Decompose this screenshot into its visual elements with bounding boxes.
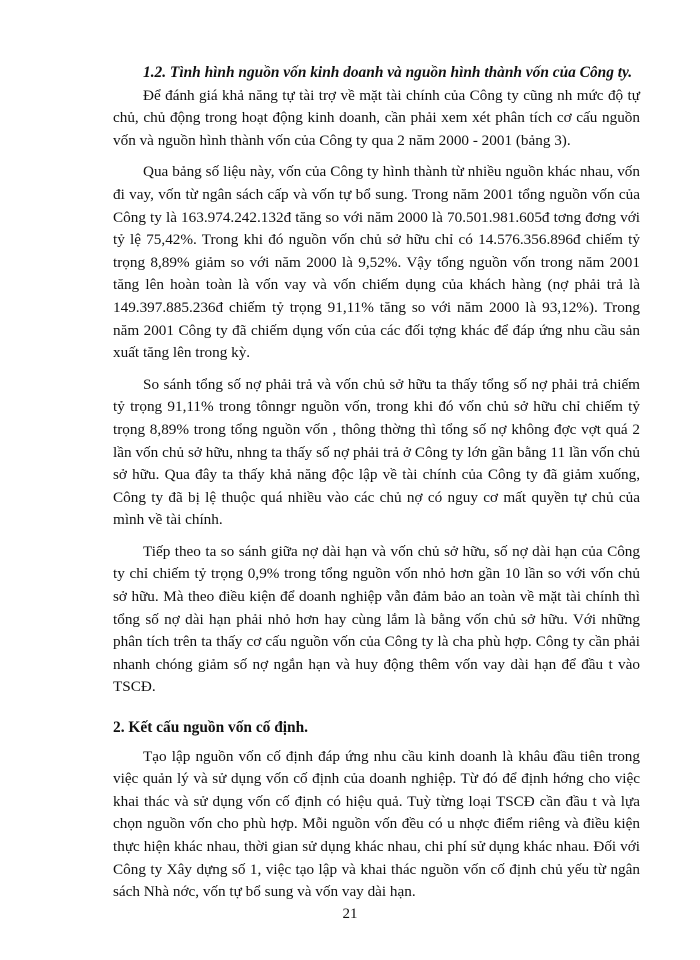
- section-heading-2: 2. Kết cấu nguồn vốn cố định.: [113, 719, 308, 737]
- paragraph-2: Qua bảng số liệu này, vốn của Công ty hình thành từ nhiều nguồn khác nhau, vốn đi vay, vốn từ ngân sách cấp và vốn tự bổ sung. Trong năm 2001 tổng nguồn vốn của Công ty là 163.974.242.132đ tăng so với năm 2000 là 70.501.981.605đ tơng đơng với tỷ lệ 75,42%. Trong khi đó nguồn vốn chủ sở hữu chỉ có 14.576.356.896đ chiếm tỷ trọng 8,89% giảm so với năm 2000 là 9,52%. Vậy tổng nguồn vốn trong năm 2001 tăng lên hoàn toàn là vốn vay và vốn chiếm dụng của khách hàng (nợ phải trả là 149.397.885.236đ chiếm tỷ trọng 91,11% tăng so với năm 2000 là 93,12%). Trong năm 2001 Công ty đã chiếm dụng vốn của các đối tợng khác để đáp ứng nhu cầu sản xuất tăng lên trong kỳ.: [113, 163, 640, 362]
- page-number: 21: [342, 906, 358, 922]
- document-body: [113, 62, 640, 904]
- section-heading-1-2: 1.2. Tình hình nguồn vốn kinh doanh và nguồn hình thành vốn của Công ty.: [143, 64, 633, 81]
- paragraph-3: So sánh tổng số nợ phải trả và vốn chủ sở hữu ta thấy tổng số nợ phải trả chiếm tỷ trọng 91,11% trong tônngr nguồn vốn, trong khi đó vốn chủ sở hữu chỉ chiếm tỷ trọng 8,89% trong tổng nguồn vốn , thông thờng thì tổng số nợ không đợc vợt quá 2 lần vốn chủ sở hữu, nhng ta thấy số nợ phải trả ở Công ty lớn gần bằng 11 lần vốn chủ sở hữu. Qua đây ta thấy khả năng độc lập về tài chính của Công ty đã giảm xuống, Công ty đã bị lệ thuộc quá nhiều vào các chủ nợ có nguy cơ mất quyền tự chủ của mình về tài chính.: [113, 375, 640, 529]
- paragraph-5: Tạo lập nguồn vốn cố định đáp ứng nhu cầu kinh doanh là khâu đầu tiên trong việc quản lý và sử dụng vốn cố định của doanh nghiệp. Từ đó để định hớng cho việc khai thác và sử dụng vốn cố định có hiệu quả. Tuỳ từng loại TSCĐ cần đầu t và lựa chọn nguồn vốn cho phù hợp. Mỗi nguồn vốn đều có u nhợc điểm riêng và điều kiện thực hiện khác nhau, thời gian sử dụng khác nhau, chi phí sử dụng khác nhau. Đối với Công ty Xây dựng số 1, việc tạo lập và khai thác nguồn vốn cố định chủ yếu từ ngân sách Nhà nớc, vốn tự bổ sung và vốn vay dài hạn.: [113, 747, 640, 901]
- paragraph-4: Tiếp theo ta so sánh giữa nợ dài hạn và vốn chủ sở hữu, số nợ dài hạn của Công ty chỉ chiếm tỷ trọng 0,9% trong tổng nguồn vốn nhỏ hơn gần 10 lần so với vốn chủ sở hữu. Mà theo điều kiện để doanh nghiệp vẫn đảm bảo an toàn về mặt tài chính thì tổng số nợ dài hạn phải nhỏ hơn hay cùng lắm là bằng vốn chủ sở hữu. Với những phân tích trên ta thấy cơ cấu nguồn vốn của Công ty là cha phù hợp. Công ty cần phải nhanh chóng giảm số nợ ngắn hạn và huy động thêm vốn vay dài hạn để đầu t vào TSCĐ.: [113, 542, 640, 696]
- paragraph-1: Để đánh giá khả năng tự tài trợ về mặt tài chính của Công ty cũng nh mức độ tự chủ, chủ động trong hoạt động kinh doanh, cần phải xem xét phân tích cơ cấu nguồn vốn và nguồn hình thành vốn của Công ty qua 2 năm 2000 - 2001 (bảng 3).: [113, 86, 640, 149]
